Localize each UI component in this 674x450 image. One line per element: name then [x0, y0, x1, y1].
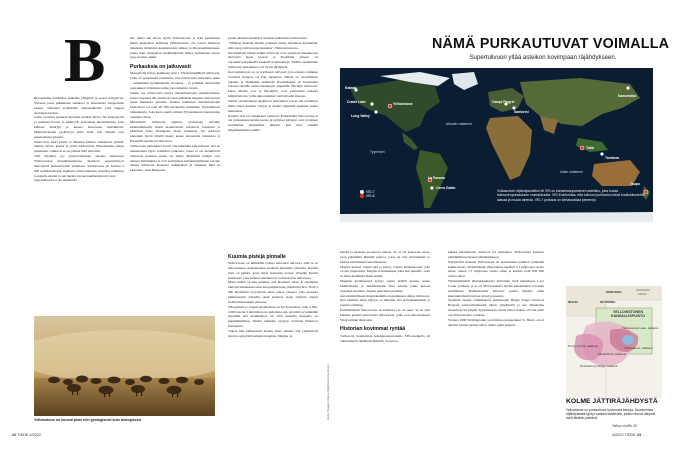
map-label-tambora: Tambora — [605, 156, 620, 160]
paragraph: kiveää ja kaasusta koostuvaa ainetta. Se ei ole kokonaan sulaa, vaan pikemmin kiinteää puuroa, jossa on sula kivennäinen ja kiinteä kivennäinen sekoittuneena. — [340, 250, 430, 264]
article-col-3 — [228, 36, 318, 133]
paragraph: Magman kerääntyessä syntyy suuria määriä kaasua, kuten hiilidioksidia ja rikkidioksidia. Kun kaasun paine kasvaa tarpeeksi suureksi, magma purkautuu pinnalle. — [340, 279, 430, 293]
legend-swatch — [360, 194, 364, 198]
article-col-5 — [340, 250, 430, 343]
paragraph: Aina mahdollisuus magmakammio hajoamisesta uhkaa tulivuorta. Kun kammio alkaa täyttyä, se muuttuu yhä epävakaammaksi ja lopulta romahtaa. — [340, 293, 430, 308]
paragraph: Vuonna 1980 Washingtonin osavaltiossa purkautunut St. Helen -vuori aiheutti suuren luokan tuhoa, mutta sekin kalpeni. — [448, 317, 544, 327]
paragraph: Supertulivuori ei ole tietenkään — [34, 178, 77, 183]
legend-label: VEI-7 — [366, 190, 375, 194]
volcano-marker-cerro-galan — [430, 186, 433, 189]
legend-label: VEI-8 — [366, 194, 375, 199]
map-note: Vulkaanisen räjähdysindeksi eli VEI on kahdeksanportainen asteikko, joka kuvaa tulivuorenpurkauksen voimakkuutta. VEI-8 tarkoittaa, että tulivuori purkautuu tuhat kuutiokilometriä laavaa ja muuta ainesta. VEI-7 purkaus on kertaluokkaa pienempi. — [497, 189, 645, 202]
map-label-indian: Intian valtameri — [560, 170, 583, 174]
paragraph: Maapallolla löytyy kaikkiaan noin 1 350 maanpäällistä tulivuorta, joilla on potentiaalia purkautua. Osa tulivuorista purkautuu usein – esimerkiksi kymmenittäin vuodessa – ja joillakin tulivuorilla purkauksen väliaikana kuluu jopa tuhansia vuosia. — [130, 71, 220, 90]
subheading: Kuumia pistejä pinnalle — [228, 253, 286, 260]
map-label-yellowstone: Yellowstone — [393, 102, 413, 106]
map-label-la-pacana: La Pacana — [428, 176, 445, 180]
inset-label-huckleberry: Huckleberry Ridge -kaldera — [580, 364, 618, 368]
map-label-campi-flegrei: Campi Flegrei — [492, 100, 515, 104]
map-label-cerro-galan: Cerro Galán — [436, 186, 456, 190]
paragraph: Korvoamulvuori on se porttineen tulivuori, jota edustaa vaikkapa Vesuvius Italiassa tai Fuji Japanissa. Näissä on vuorimainen rakenne ja hiukkailla sisältävää kivennäisaine on kasautunut vuorten rinteille tulivuoriaukkojen ympärille. Havaijin tulivuoret, kuten Mauna Loa ja Havaijilla, ovat puolestaan laakeita kilpitulivuoria, joilla tuhoavammat vierivät kohti mereen. — [228, 69, 318, 99]
footer-mag-left: TIEDE — [17, 433, 29, 437]
volcano-marker-toba — [580, 146, 584, 150]
dropcap: B — [64, 27, 106, 95]
map-label-katmai: Katmai — [345, 86, 357, 90]
paragraph: tiet, mutta sen kuvaa hyvin Yellowstonen ja noin kymmenen muun maapallon aktiivisia jättitulivuoria. Ne voivat aiheuttaa tuhansien mittaisten keskikokoista tuhkaa ja ilmastonmuutoksen, jonka koko maapallon keskilämpötila laskee kymmenen asteen jopa vuosien ajaksi. — [130, 36, 220, 60]
footer-left — [12, 433, 41, 437]
paragraph: Ulkoytimen ja vaipan rajapinnassa on hyvin kuumaa, noin 3 000-4 000 astetta. Lämpötilan ero tarkoittaa sitä, että mitä syvemmälle mennään sitä kuumempaa on, sillä keskeltä maapallo on kuumimmillaan. Niiden kaikkien syntyyn tarvitaan liikkuvaa kiviainesta. — [228, 304, 318, 329]
continuation-note: Jatkuu sivulla 24. — [612, 424, 638, 428]
map-legend — [360, 190, 374, 198]
map-label-long-valley: Long Valley — [351, 114, 370, 118]
paragraph: Viimeisimmästä jättipurkauksesta kävivätkö vielä kahdeksan. Lava Creek -purkaus, ja se oli VEI-asteikolla täyden kahdeksikon arvoinen suurilmasta. Räjähtäessään tulivuori syöksi ilmoille tuhat kuutiokilometriä laavaa, kiveä ja kaasuja. — [448, 279, 544, 298]
paragraph: Vertailun vuoksi, tammikuussa purkautunut Hunga Tonga -tulivuori Haapain saarivyöhykkeellä tuhosi ympäristöä ja sen aiheuttama tsunami levisi ympäri Tyynenmeren, mutta tuhon laajuus oli vain pieni osa Yellowstonen voimista. — [448, 298, 544, 317]
inset-label-idaho: IDAHO — [568, 300, 578, 304]
photo-credit: Getty Images, Maria Fjällgren/Anna Rosin — [326, 364, 330, 420]
paragraph: Merenlaisia tulivuoria sijaitsee puolestaan Atlantin keskiselänteellä, missä mannerlaatat erkanevat toisistaan ja päästävät sulaa kiviainesta maan sisuksista. Ne purkavat kuitenkin hyvin lähellä maata kokee ainoastaan Islannissa ja Havaijilla sijaitsevat tulivuoret. — [130, 119, 220, 144]
volcano-marker-tambora — [600, 152, 603, 155]
paragraph: Magma kohoaa vaipan läpi ja kertyy lopulta maankuoreen, joka on sen yläpuolella. Magma ei kuitenkaan jatka heti pinnalle, vaan se alkaa kerääntyä maan sisälle. — [340, 264, 430, 279]
page-number-left: 22 — [12, 433, 17, 437]
map-label-pacific: Tyynimeri — [370, 150, 385, 154]
paragraph: Nuorimmalla kaikki kaikki tulivuoret ovat syntyneet maankuoren siirtyessä maan kuoren ja litosfäärin yhteen, tai vajoamisvyöhykkeiltä keskellä kontinentteja. Tällöin useimmiten tulivuoren purkaukset ovat hyvin räjähtäviä. — [228, 50, 318, 70]
paragraph: Sitten maa alkaa järistä ja läheinen kuuluu voimakasta jylinää. Saukot, hirvet, korkat ja pöllöt karkottavat. Biisonilauma jatkaa juoksuaan, vaikka se ei ole päässä mitä tarkoitan. — [34, 139, 124, 154]
paragraph: Kaldera taas on romahtanut tulivuori. Esimerkiksi Yellowstone ei ole purkautunut kolme kertaa ja nykyiset kalderat ovat syntyneet suurimman purkauksen jälkeen, kun maa romahti magmakammion päälle. — [228, 113, 318, 133]
sidebar-text: Yellowstone on purkautunut hyvinmoni kertoja. Suurimmista räjähdyksistä syntyi valtavia kalderoita, joiden reunat näkyvät vielä tänäkin päivänä. — [566, 408, 656, 421]
volcano-marker-yellowstone — [388, 104, 392, 108]
map-label-taupo: Taupo — [630, 182, 640, 186]
inset-scale: 10 km — [638, 292, 647, 296]
map-label-atlantic: Atlantin valtameri — [446, 122, 473, 126]
map-subheadline: Supertulivuori yltää asteikon kovimpaan räjähdykseen. — [469, 54, 617, 61]
paragraph: Tätä näyttäisi, jos yhdysvaltalaisen alueella sijaitsevan Yellowstonen kansallispuistossa sijaitseva supertulivuori aktivoituisi purkautuvaksi uudelleen. Jouluvuoren pii hoitaisi 3 000 neliökilometriä laajuisen tulivuorialueen levittäisi tulikaaria ja uudella sijainti ja sen maalla vuoren kuumentaisi nyt vesi. — [34, 154, 124, 178]
paragraph: Tulivuorten purkaukset voivat olla kuitenkin niin tuhoisia, että ne tunnettaisiin myös sellaisista paikoista, joissa ei ole merkittäviä tulivuoria koskaan ennen ole nähty. Maailman tutkijat ovat tehneet tutkimuksia ja ovat selvittäneet kahdenkymmenen vuoden aikana tulivuoria koskevia tutkimuksia ja tutkineet mitä se tarkoittaa. Jussi Heinonen. — [130, 143, 220, 173]
footer-issue-left: 4/2022 — [29, 433, 42, 437]
paragraph: "Tällaisia hetkellä merien pohjassa lienee käynnissä kymmeniä, ellei satoja tulivuorenpurkauksia", Heinonen kertoo. — [228, 40, 318, 50]
inset-park-title: YELLOWSTONEN KANSALLISPUISTO — [611, 310, 645, 318]
legend-item-vei8 — [360, 194, 374, 198]
paragraph: kuinka massiivisesti tulivuori voi purkautua. Yellowstone kykenee pahimmillaan täyteen kahdeksikkoon. — [448, 250, 544, 259]
inset-label-wyoming: WYOMING — [600, 300, 616, 304]
paragraph: Tulivuoria luokitellaan kahdeksanportaisella VEI-asteikolla eli vulkaanisella räjähdysindeksillä. Se kertoo, — [340, 333, 430, 343]
paragraph: Maan sisällä on niin kuumaa, että kiviaines sulaa, ja sulamisen takia kiviaineksesta tulee kevyempää kuin ympäröivä kivi. Noin 3 000 kilometrin syvyydessä alkaa pakoa vaippaa, joka kuoresta kimmotautua ylöspäin. Alati painuvat laatat siirtyvät vaipan sisällä mantereiden jatkeena. — [228, 280, 318, 304]
paragraph: Ensimmäisenä Yellowstone on kaldera ja se on suuri. Se on yksi kuumaa pistettä seuraavista tulivuorista, jotka ovat muodostuneet Yhdysvaltain länsiosiin. — [340, 308, 430, 322]
volcano-marker-kamchatka — [626, 86, 629, 89]
inset-label-henrys-fork: Henry's Fork -kaldera — [568, 344, 598, 348]
subheading: Historian kovimmat ryntää — [340, 326, 406, 333]
footer-mag-right: TIEDE — [624, 433, 636, 437]
bison-herd-illustration — [34, 316, 215, 416]
paragraph: Suurin osa tulivuorista syntyy mannerlaattojen saumakohdissa, joissa toiseensa alle painuvat laatat päästävät magmaa tulivuorena maan sisuksista pinnalle. Kaiken kaikkiaan mannerlaattojen kivikohoja on noin 40 000 kilometrin mittaisilla Tyynenmeren tulirenkaalla. Joka kerta suurin piirtein Tyynenmeren mantereiden rannikkoviivaa. — [130, 90, 220, 119]
article-col-4 — [228, 250, 318, 339]
paragraph: Joelle on tullut juomaan myöskin ulokkin hirvia. Ne keskeytyvät ja asemaan koossa ja kääntyvät katsomaan biisonilaumaa, joka kulkasa mäntyjä ja kuusia kasvavaan metsikköön. Männyntoksulle pysähtyvyt pöllö aisiit, että biisonit ovat pakenemassa joistain. — [34, 115, 124, 139]
bison-photo — [34, 316, 215, 416]
map-label-crater-lake: Crater Lake — [347, 100, 366, 104]
paragraph: Saman vuodenaikana tapahtuvat purkaukset voivat olla vaarallisia mutta myös kauniin valojen ja niiden ympärillä tapahtuu suuria muutoksia. — [228, 98, 318, 113]
inset-label-yellowstone-caldera: Yellowstone -kaldera — [624, 346, 653, 350]
volcano-marker-long-valley — [374, 110, 377, 113]
article-col-6 — [448, 250, 544, 328]
photo-caption: Yellowstone on kuuma piste niin geologisesti kuin biologisesti. — [34, 418, 142, 422]
map-label-toba: Toba — [586, 146, 594, 150]
paragraph: Bisonilauma tömistelee laakealla ylängöllä ja nostaa pölypilven. Vieressä jossa puhkutelee saukkoja ja maastamaa tamppaisten kanssa. Tuhannet syöksähtää vulkaapilkoitta, joka nappaa aterialiseen kalan. — [34, 96, 124, 115]
subheading: Purkauksia on jatkuvasti — [130, 63, 191, 70]
paragraph: Nykytiedon mukaan Yellowstone on purkautunut kuumon ryminällä kolme kertaa. Ensimmäinen jättipurkaus tapahtui 2,1 miljoonaa vuotta sitten, toinen 1,3 miljoonaa vuotta sitten ja kolmas noin 630 000 vuotta sitten. — [448, 259, 544, 279]
volcano-marker-crater-lake — [370, 102, 373, 105]
inset-label-yellowstone-lake: Yellowstone Lake -kaldera — [622, 326, 659, 330]
footer-issue-right: 4/2022 — [612, 433, 624, 437]
inset-label-island-park: Island Park -kaldera — [598, 352, 626, 356]
map-headline: NÄMÄ PURKAUTUVAT VOIMALLA — [432, 36, 670, 52]
page-number-right: 23 — [636, 433, 642, 437]
article-col-2 — [130, 36, 220, 173]
map-label-santorini: Santorini — [514, 110, 529, 114]
map-label-kamchatka: Kamchatka — [618, 94, 637, 98]
article-col-1 — [34, 96, 124, 183]
paragraph: Vaipan läpi kulkiessaan kuuma aines sulattaa sitä ympäröivää kiveä ja synnyttää samalla magmaa. Magma on — [228, 328, 318, 338]
footer-right — [612, 433, 641, 437]
paragraph: paalle tehneitä tietokirjaa Suomen muinaisista tulivuorista. — [228, 36, 308, 40]
sidebar-title: KOLME JÄTTIRÄJÄHDYSTÄ — [566, 398, 658, 405]
paragraph: Yellowstone on nimeltään todella erikoinen tulivuori, sillä se on muodostunut mannerlaatan keskelle kuumalle pisteelle. Kuuma piste on paikka, jossa maan sisuksista nousee ylöspäin kuuma kivimassa, joka sulattaa maankuorta ja muodostaa tulivuoren. — [228, 261, 318, 280]
inset-label-montana: MONTANA — [606, 290, 622, 294]
